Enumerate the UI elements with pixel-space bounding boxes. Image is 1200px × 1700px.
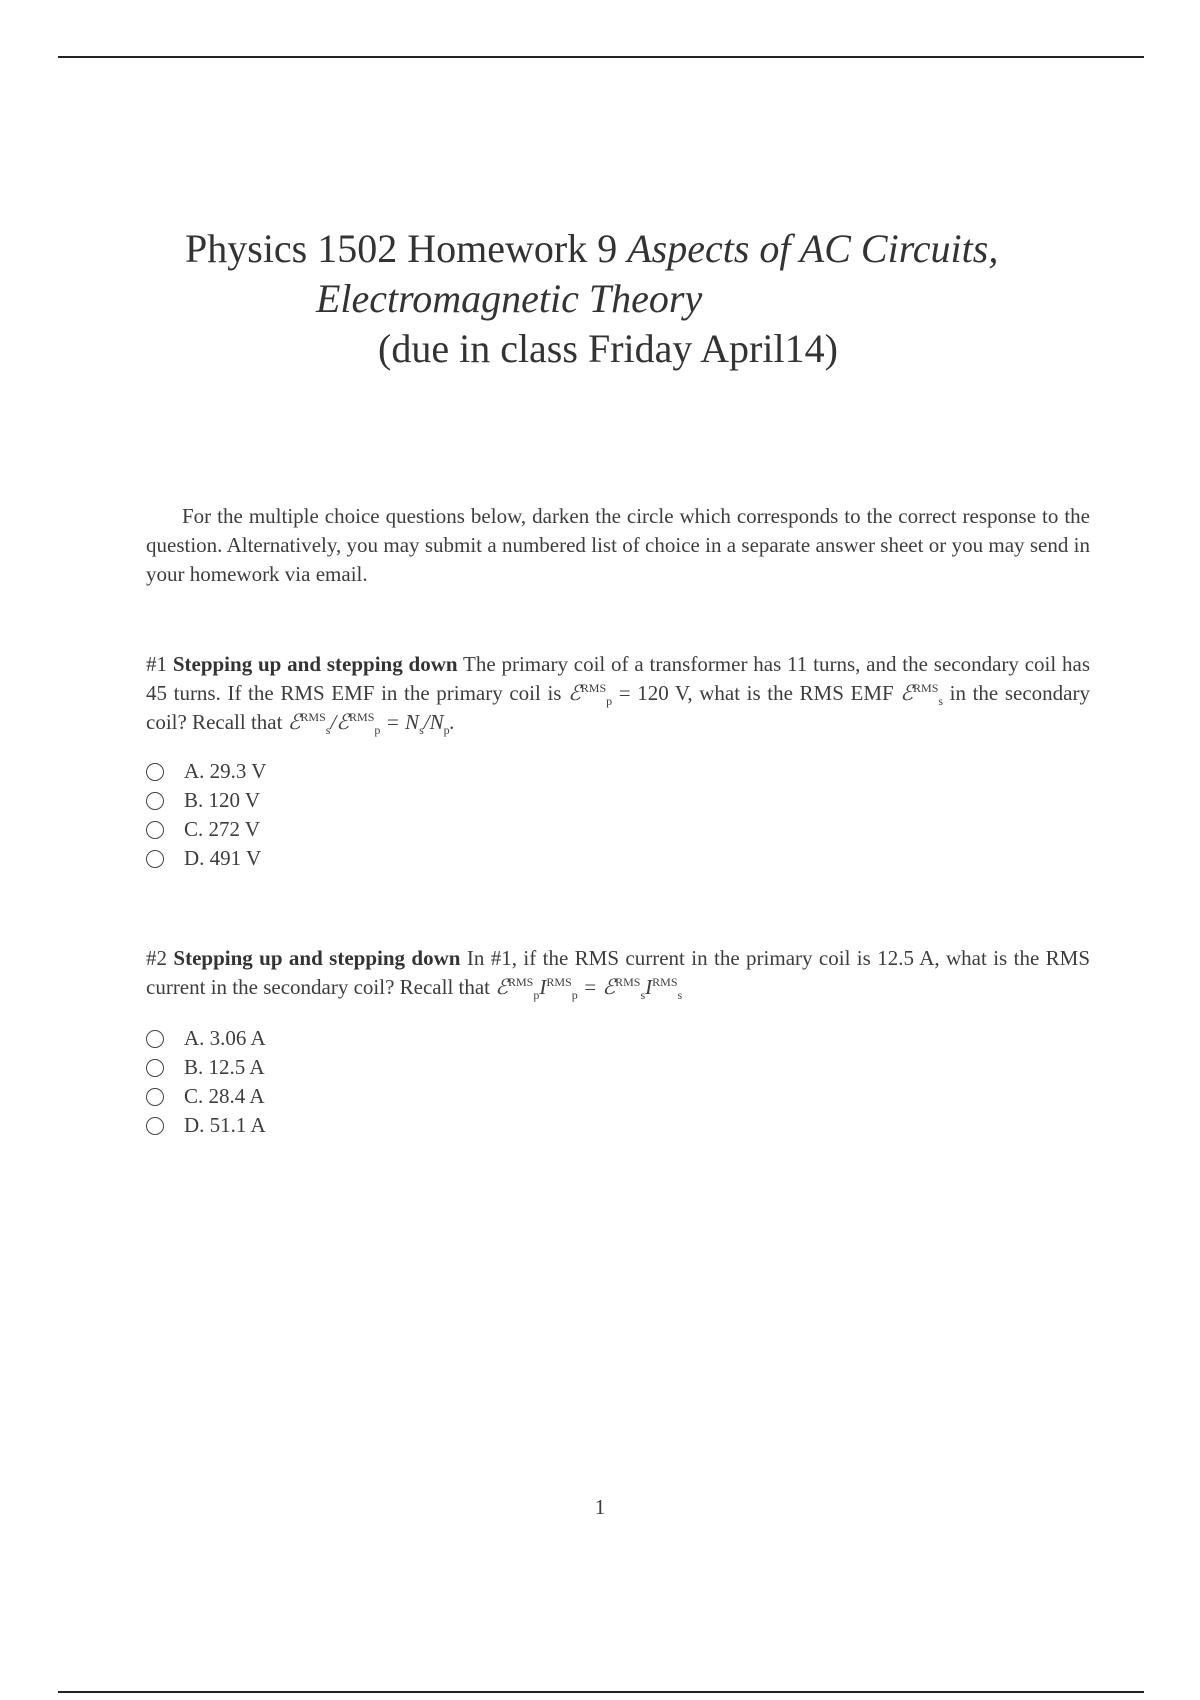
due-date: (due in class Friday April14): [378, 326, 838, 371]
turns-ratio: = $N_s/N_p$.: [385, 710, 455, 738]
question-1-title: Stepping up and stepping down: [172, 652, 458, 676]
question-2-text-a: In #1, if the RMS current in the primary coil is 12.5 A, what is the RMS current in the secondary coil? Recall that: [146, 946, 1091, 999]
question-2-choices: [146, 1024, 1090, 1140]
topic-line-1: Aspects of AC Circuits,: [627, 226, 999, 271]
choice-item[interactable]: [146, 786, 1090, 815]
choice-label: B. 12.5 A: [184, 1055, 265, 1079]
choice-item[interactable]: [146, 815, 1090, 844]
choice-label: A. 29.3 V: [184, 759, 267, 783]
question-2: [146, 944, 1090, 1140]
question-2-text: [146, 944, 1090, 1002]
choice-label: D. 491 V: [184, 846, 262, 870]
choice-item[interactable]: [146, 757, 1090, 786]
radio-circle-icon[interactable]: [146, 792, 164, 810]
question-1-choices: [146, 757, 1090, 873]
choice-item[interactable]: [146, 844, 1090, 873]
bottom-rule: [58, 1691, 1144, 1693]
radio-circle-icon[interactable]: [146, 821, 164, 839]
choice-item[interactable]: [146, 1111, 1090, 1140]
title-line-1: [185, 225, 998, 273]
emf-ratio: ℰ$^{RMS}_s$/ℰ$^{RMS}_p$: [287, 710, 381, 738]
question-1-text-b: = 120 V, what is the RMS EMF: [618, 681, 894, 705]
page-number: 1: [594, 1495, 606, 1519]
course-title: Physics 1502 Homework 9: [185, 226, 618, 271]
question-1-text-a: The primary coil of a transformer has 11 turns, and the secondary coil has 45 turns. If the RMS EMF in the primary coil is: [146, 652, 1091, 705]
question-1-number: #1: [146, 652, 167, 676]
question-1: [146, 650, 1090, 873]
top-rule: [58, 56, 1144, 58]
choice-item[interactable]: [146, 1053, 1090, 1082]
power-relation: $ℰ^{RMS}_pI^{RMS}_p$ = $ℰ^{RMS}_sI^{RMS}_s$: [495, 975, 683, 1003]
topic-line-2: Electromagnetic Theory: [316, 276, 703, 321]
radio-circle-icon[interactable]: [146, 1117, 164, 1135]
radio-circle-icon[interactable]: [146, 1030, 164, 1048]
radio-circle-icon[interactable]: [146, 763, 164, 781]
radio-circle-icon[interactable]: [146, 1059, 164, 1077]
choice-label: A. 3.06 A: [184, 1026, 266, 1050]
question-2-title: Stepping up and stepping down: [173, 946, 461, 970]
radio-circle-icon[interactable]: [146, 1088, 164, 1106]
question-1-text-c: in the secondary coil? Recall that: [146, 681, 1090, 734]
radio-circle-icon[interactable]: [146, 850, 164, 868]
choice-item[interactable]: [146, 1082, 1090, 1111]
emf-primary: ℰ$^{RMS}_p$: [568, 681, 613, 709]
choice-label: C. 28.4 A: [184, 1084, 265, 1108]
choice-item[interactable]: [146, 1024, 1090, 1053]
choice-label: D. 51.1 A: [184, 1113, 266, 1137]
question-2-number: #2: [146, 946, 167, 970]
document-body: [146, 502, 1091, 1137]
choice-label: C. 272 V: [184, 817, 261, 841]
question-1-text: [146, 650, 1090, 737]
emf-secondary: ℰ$^{RMS}_s$: [900, 681, 944, 709]
choice-label: B. 120 V: [184, 788, 261, 812]
instructions: For the multiple choice questions below, darken the circle which corresponds to the correct response to the question. Alternatively, you may submit a numbered list of choice in a separate answer sheet or you may send in your homework via email.: [146, 504, 1090, 586]
